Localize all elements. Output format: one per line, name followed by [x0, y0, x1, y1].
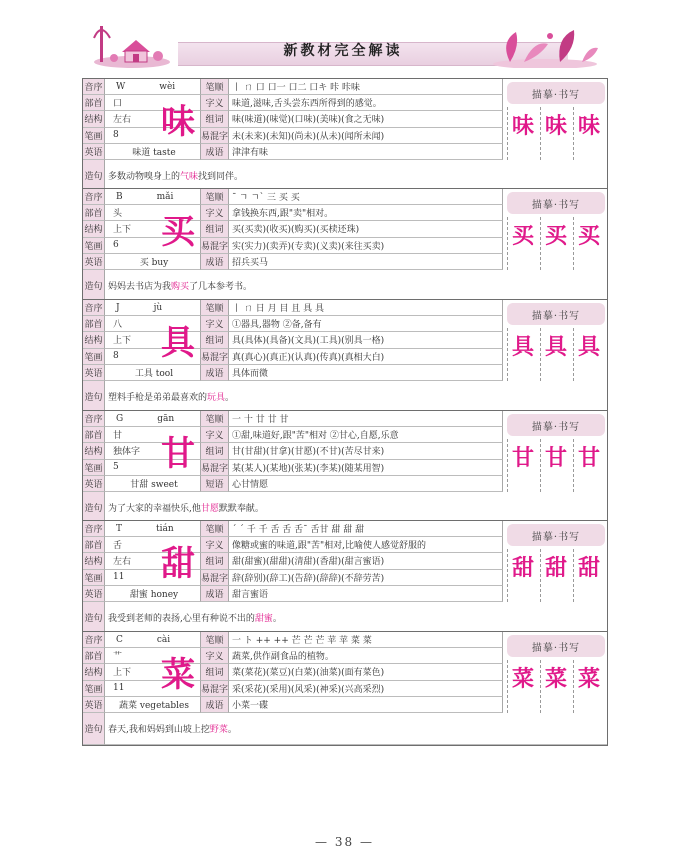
practice-heading: 描摹·书写	[507, 414, 605, 436]
value-english: 甘甜 sweet	[105, 476, 201, 492]
value-radical: 头	[105, 205, 201, 221]
label-structure: 结构	[83, 443, 105, 459]
big-character: 甘	[161, 433, 195, 474]
value-pinyin	[105, 521, 201, 537]
label-confusing: 易混字	[201, 128, 229, 144]
label-sentence: 造句	[83, 602, 105, 634]
sentence-pre: 我受到老师的表扬,心里有种说不出的	[108, 614, 255, 625]
pinyin-text: cài	[156, 634, 171, 645]
practice-grid	[507, 328, 605, 381]
practice-heading: 描摹·书写	[507, 635, 605, 657]
value-pinyin	[105, 411, 201, 427]
practice-area	[505, 79, 607, 160]
value-structure: 上下	[105, 664, 201, 680]
value-strokes_count: 11	[105, 681, 201, 697]
value-confusing: 未(未来)(未知)(尚未)(从未)(闻所未闻)	[229, 128, 503, 144]
value-meaning: 蔬菜,供作副食品的植物。	[229, 648, 503, 664]
character-entry	[82, 188, 608, 303]
label-strokes_count: 笔画	[83, 570, 105, 586]
label-idiom: 成语	[201, 697, 229, 713]
value-structure: 左右	[105, 111, 201, 127]
label-structure: 结构	[83, 553, 105, 569]
character-entry	[82, 410, 608, 525]
practice-character: 买	[511, 223, 534, 249]
label-words: 组词	[201, 664, 229, 680]
practice-grid	[507, 107, 605, 160]
value-pinyin	[105, 632, 201, 648]
pinyin-text: wèi	[159, 81, 176, 92]
value-strokes_count: 6	[105, 238, 201, 254]
label-idiom: 成语	[201, 365, 229, 381]
value-idiom: 心甘情愿	[229, 476, 503, 492]
practice-grid	[507, 439, 605, 492]
value-stroke-order: 一 十 廿 廿 甘	[229, 411, 503, 427]
practice-character: 味	[577, 113, 600, 139]
value-idiom: 小菜一碟	[229, 697, 503, 713]
value-idiom: 津津有味	[229, 144, 503, 160]
value-meaning: ①甜,味道好,跟"苦"相对 ②甘心,自愿,乐意	[229, 427, 503, 443]
value-stroke-order: 丨 ㄇ 口 口一 口二 口キ 咔 咔味	[229, 79, 503, 95]
value-stroke-order: 丨 ㄇ 日 月 目 且 具 具	[229, 300, 503, 316]
practice-character: 具	[511, 334, 534, 360]
label-english: 英语	[83, 144, 105, 160]
big-character: 菜	[161, 654, 195, 695]
label-radical: 部首	[83, 427, 105, 443]
label-radical: 部首	[83, 537, 105, 553]
sentence-hl: 野菜	[209, 725, 228, 736]
label-words: 组词	[201, 332, 229, 348]
value-words: 甜(甜蜜)(甜甜)(清甜)(香甜)(甜言蜜语)	[229, 553, 503, 569]
value-sentence	[105, 602, 607, 634]
label-confusing: 易混字	[201, 460, 229, 476]
value-stroke-order: 一 ト ++ ++ 芒 芒 芒 苹 苹 菜 菜	[229, 632, 503, 648]
sentence-post: 了几本参考书。	[189, 282, 253, 293]
practice-character: 买	[577, 223, 600, 249]
label-confusing: 易混字	[201, 238, 229, 254]
practice-heading: 描摹·书写	[507, 303, 605, 325]
practice-character: 甜	[577, 555, 600, 581]
value-words: 菜(菜花)(菜豆)(白菜)(油菜)(面有菜色)	[229, 664, 503, 680]
value-pinyin	[105, 300, 201, 316]
label-confusing: 易混字	[201, 570, 229, 586]
character-entry	[82, 78, 608, 193]
practice-character: 甘	[511, 445, 534, 471]
label-stroke_order: 笔顺	[201, 632, 229, 648]
value-radical: 艹	[105, 648, 201, 664]
initial-letter: J	[116, 302, 120, 313]
practice-character: 甘	[544, 445, 567, 471]
label-sentence: 造句	[83, 160, 105, 192]
practice-character: 甜	[511, 555, 534, 581]
value-words: 甘(甘甜)(甘拿)(甘愿)(不甘)(苦尽甘来)	[229, 443, 503, 459]
label-meaning: 字义	[201, 537, 229, 553]
label-structure: 结构	[83, 332, 105, 348]
label-stroke_order: 笔顺	[201, 189, 229, 205]
leaf-decoration-icon	[490, 24, 600, 68]
page-header	[78, 18, 608, 68]
label-idiom: 短语	[201, 476, 229, 492]
label-stroke_order: 笔顺	[201, 411, 229, 427]
sentence-hl: 甘愿	[200, 504, 219, 515]
practice-heading: 描摹·书写	[507, 524, 605, 546]
sentence-post: 找到同伴。	[198, 172, 244, 183]
label-words: 组词	[201, 111, 229, 127]
label-idiom: 成语	[201, 144, 229, 160]
value-confusing: 实(实力)(卖弄)(专卖)(义卖)(来往买卖)	[229, 238, 503, 254]
value-confusing: 辞(辞别)(辞工)(告辞)(辞辞)(不辞劳苦)	[229, 570, 503, 586]
value-confusing: 采(采花)(采用)(风采)(神采)(兴高采烈)	[229, 681, 503, 697]
label-radical: 部首	[83, 95, 105, 111]
initial-letter: G	[116, 413, 124, 424]
sentence-pre: 妈妈去书店为我	[108, 282, 172, 293]
label-sentence: 造句	[83, 713, 105, 745]
initial-letter: W	[116, 81, 126, 92]
sentence-post: 。	[227, 725, 237, 736]
practice-character: 味	[544, 113, 567, 139]
sentence-pre: 为了大家的幸福快乐,他	[108, 504, 201, 515]
page-number: — 38 —	[315, 835, 374, 849]
label-words: 组词	[201, 221, 229, 237]
practice-character: 菜	[511, 666, 534, 692]
initial-letter: C	[116, 634, 123, 645]
label-words: 组词	[201, 553, 229, 569]
sentence-pre: 多数动物嗅身上的	[108, 172, 181, 183]
value-sentence	[105, 713, 607, 745]
character-entry	[82, 520, 608, 635]
practice-grid	[507, 549, 605, 602]
label-idiom: 成语	[201, 254, 229, 270]
label-meaning: 字义	[201, 316, 229, 332]
label-pinyin: 音序	[83, 632, 105, 648]
value-meaning: ①器具,器物 ②备,备有	[229, 316, 503, 332]
label-sentence: 造句	[83, 270, 105, 302]
pinyin-text: mǎi	[156, 191, 174, 202]
label-idiom: 成语	[201, 586, 229, 602]
value-structure: 上下	[105, 332, 201, 348]
label-strokes_count: 笔画	[83, 128, 105, 144]
sentence-post: 。	[225, 393, 235, 404]
label-stroke_order: 笔顺	[201, 521, 229, 537]
initial-letter: T	[116, 523, 123, 534]
label-pinyin: 音序	[83, 521, 105, 537]
practice-character: 味	[511, 113, 534, 139]
label-english: 英语	[83, 697, 105, 713]
big-character: 买	[161, 211, 195, 252]
value-structure: 独体字	[105, 443, 201, 459]
label-meaning: 字义	[201, 427, 229, 443]
value-strokes_count: 8	[105, 349, 201, 365]
pinyin-text: gān	[157, 413, 175, 424]
label-confusing: 易混字	[201, 349, 229, 365]
value-english: 甜蜜 honey	[105, 586, 201, 602]
label-pinyin: 音序	[83, 189, 105, 205]
big-character: 具	[161, 322, 195, 363]
big-character: 味	[161, 101, 195, 142]
practice-heading: 描摹·书写	[507, 82, 605, 104]
label-meaning: 字义	[201, 648, 229, 664]
value-words: 味(味道)(味觉)(口味)(美味)(食之无味)	[229, 111, 503, 127]
character-entry	[82, 299, 608, 414]
label-strokes_count: 笔画	[83, 238, 105, 254]
value-words: 具(具体)(具备)(文具)(工具)(别具一格)	[229, 332, 503, 348]
value-strokes_count: 11	[105, 570, 201, 586]
value-english: 蔬菜 vegetables	[105, 697, 201, 713]
label-english: 英语	[83, 254, 105, 270]
value-idiom: 具体而微	[229, 365, 503, 381]
value-radical: 八	[105, 316, 201, 332]
practice-character: 菜	[544, 666, 567, 692]
value-idiom: 招兵买马	[229, 254, 503, 270]
value-confusing: 真(真心)(真正)(认真)(传真)(真相大白)	[229, 349, 503, 365]
value-words: 买(买卖)(收买)(购买)(买椟还珠)	[229, 221, 503, 237]
label-strokes_count: 笔画	[83, 349, 105, 365]
big-character: 甜	[161, 543, 195, 584]
practice-character: 甘	[577, 445, 600, 471]
label-meaning: 字义	[201, 95, 229, 111]
sentence-post: 默默奉献。	[218, 504, 264, 515]
practice-character: 甜	[544, 555, 567, 581]
practice-character: 菜	[577, 666, 600, 692]
sentence-hl: 甜蜜	[254, 614, 273, 625]
sentence-hl: 玩具	[207, 393, 226, 404]
sentence-pre: 春天,我和妈妈到山坡上挖	[108, 725, 210, 736]
label-meaning: 字义	[201, 205, 229, 221]
value-strokes_count: 5	[105, 460, 201, 476]
sentence-hl: 购买	[171, 282, 190, 293]
practice-grid	[507, 660, 605, 713]
label-pinyin: 音序	[83, 300, 105, 316]
value-stroke-order: ˊ ˊ 千 千 舌 舌 舌ˉ 舌甘 甜 甜 甜	[229, 521, 503, 537]
practice-character: 买	[544, 223, 567, 249]
label-pinyin: 音序	[83, 411, 105, 427]
practice-character: 具	[577, 334, 600, 360]
label-english: 英语	[83, 365, 105, 381]
value-radical: 口	[105, 95, 201, 111]
value-structure: 左右	[105, 553, 201, 569]
label-stroke_order: 笔顺	[201, 79, 229, 95]
practice-area	[505, 632, 607, 713]
character-entry	[82, 631, 608, 746]
practice-area	[505, 300, 607, 381]
sentence-pre: 塑料手枪是弟弟最喜欢的	[108, 393, 208, 404]
practice-area	[505, 521, 607, 602]
value-meaning: 味道,滋味,舌头尝东西所得到的感觉。	[229, 95, 503, 111]
label-english: 英语	[83, 476, 105, 492]
label-radical: 部首	[83, 205, 105, 221]
label-structure: 结构	[83, 221, 105, 237]
practice-heading: 描摹·书写	[507, 192, 605, 214]
label-sentence: 造句	[83, 381, 105, 413]
value-sentence	[105, 270, 607, 302]
sentence-post: 。	[272, 614, 282, 625]
label-structure: 结构	[83, 664, 105, 680]
value-radical: 舌	[105, 537, 201, 553]
value-pinyin	[105, 79, 201, 95]
value-english: 工具 tool	[105, 365, 201, 381]
value-idiom: 甜言蜜语	[229, 586, 503, 602]
label-strokes_count: 笔画	[83, 460, 105, 476]
header-title: 新教材完全解读	[283, 43, 403, 59]
label-stroke_order: 笔顺	[201, 300, 229, 316]
practice-area	[505, 411, 607, 492]
value-sentence	[105, 381, 607, 413]
label-words: 组词	[201, 443, 229, 459]
label-strokes_count: 笔画	[83, 681, 105, 697]
value-english: 味道 taste	[105, 144, 201, 160]
value-confusing: 某(某人)(某地)(张某)(李某)(随某用智)	[229, 460, 503, 476]
sentence-hl: 气味	[180, 172, 199, 183]
label-confusing: 易混字	[201, 681, 229, 697]
value-radical: 甘	[105, 427, 201, 443]
label-structure: 结构	[83, 111, 105, 127]
pinyin-text: jù	[153, 302, 163, 313]
value-english: 买 buy	[105, 254, 201, 270]
label-english: 英语	[83, 586, 105, 602]
value-pinyin	[105, 189, 201, 205]
initial-letter: B	[116, 191, 123, 202]
label-radical: 部首	[83, 648, 105, 664]
value-structure: 上下	[105, 221, 201, 237]
pinyin-text: tián	[156, 523, 174, 534]
label-sentence: 造句	[83, 492, 105, 524]
practice-area	[505, 189, 607, 270]
value-meaning: 拿钱换东西,跟"卖"相对。	[229, 205, 503, 221]
label-radical: 部首	[83, 316, 105, 332]
value-strokes_count: 8	[105, 128, 201, 144]
value-meaning: 像糖或蜜的味道,跟"苦"相对,比喻使人感觉舒服的	[229, 537, 503, 553]
label-pinyin: 音序	[83, 79, 105, 95]
practice-character: 具	[544, 334, 567, 360]
value-stroke-order: ˉ ㄱ ㄱˋ 三 买 买	[229, 189, 503, 205]
practice-grid	[507, 217, 605, 270]
